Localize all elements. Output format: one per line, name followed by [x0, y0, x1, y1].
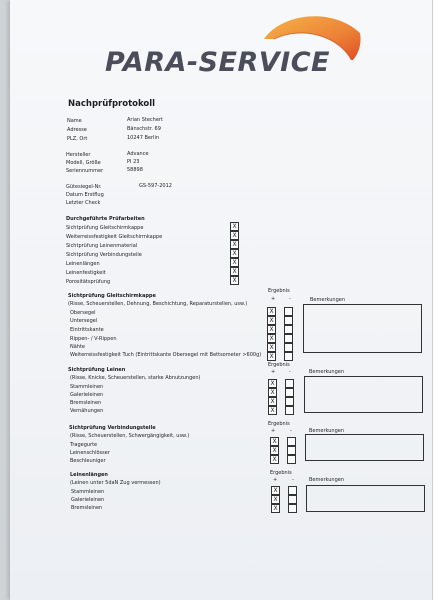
lines-minus-checkbox[interactable] — [285, 379, 294, 388]
canopy-minus-checkbox[interactable] — [284, 352, 293, 361]
line-lengths-plus-checkbox[interactable]: X — [271, 486, 280, 495]
seal-label: Gütesiegel-Nr. — [66, 184, 102, 190]
lines-minus-checkbox[interactable] — [285, 406, 294, 415]
serial-label: Seriennummer — [66, 168, 104, 174]
canopy-plus-checkbox[interactable]: X — [267, 334, 276, 343]
performed-item: Porositätsprüfung — [66, 279, 111, 285]
performed-item: Sichtprüfung Leinenmaterial — [66, 243, 138, 249]
connectors-remarks-label: Bemerkungen — [309, 428, 345, 434]
line-lengths-title: Leinenlängen — [70, 472, 108, 478]
line-lengths-subtitle: (Leinen unter 5daN Zug vermessen) — [70, 480, 161, 486]
canopy-item: Obersegel — [70, 310, 96, 316]
connectors-plus-checkbox[interactable]: X — [270, 455, 279, 464]
line-lengths-remarks-label: Bemerkungen — [309, 477, 345, 483]
performed-checkbox[interactable]: X — [230, 267, 239, 276]
lines-minus-checkbox[interactable] — [285, 388, 294, 397]
lines-result-label: Ergebnis — [268, 362, 290, 368]
lines-title: Sichtprüfung Leinen — [68, 367, 126, 373]
lines-subtitle: (Risse, Knicke, Scheuerstellen, starke Abnutzungen) — [70, 375, 201, 381]
performed-title: Durchgeführte Prüfarbeiten — [66, 216, 145, 222]
canopy-item: Nähte — [70, 344, 86, 350]
canopy-minus-checkbox[interactable] — [284, 343, 293, 352]
canopy-plus-label: + — [271, 296, 276, 302]
connectors-minus-label: - — [290, 428, 292, 434]
lines-remarks-box[interactable] — [304, 376, 423, 413]
lines-plus-checkbox[interactable]: X — [268, 406, 277, 415]
lines-minus-label: - — [289, 369, 291, 375]
connectors-remarks-box[interactable] — [305, 434, 424, 461]
performed-checkbox[interactable]: X — [230, 222, 239, 231]
lines-plus-checkbox[interactable]: X — [268, 379, 277, 388]
connectors-result-label: Ergebnis — [268, 421, 290, 427]
line-lengths-result-label: Ergebnis — [270, 470, 292, 476]
canopy-item: Untersegel — [70, 318, 98, 324]
performed-checkbox[interactable]: X — [230, 231, 239, 240]
lines-item: Bremsleinen — [70, 400, 102, 406]
line-lengths-item: Stammleinen — [71, 489, 105, 495]
model-label: Modell, Größe — [66, 160, 101, 166]
line-lengths-minus-checkbox[interactable] — [288, 486, 297, 495]
canopy-minus-label: - — [289, 296, 291, 302]
performed-item: Leinenlängen — [66, 261, 100, 267]
lines-plus-checkbox[interactable]: X — [268, 397, 277, 406]
canopy-plus-checkbox[interactable]: X — [267, 343, 276, 352]
performed-checkbox[interactable]: X — [230, 258, 239, 267]
line-lengths-plus-checkbox[interactable]: X — [271, 504, 280, 513]
performed-item: Sichtprüfung Verbindungsteile — [66, 252, 142, 258]
connectors-minus-checkbox[interactable] — [287, 455, 296, 464]
city-value: 10247 Berlin — [127, 135, 160, 141]
canopy-remarks-label: Bemerkungen — [310, 297, 346, 303]
performed-checkbox[interactable]: X — [230, 276, 239, 285]
connectors-plus-checkbox[interactable]: X — [270, 437, 279, 446]
serial-value: 58898 — [127, 167, 143, 173]
first-flight-label: Datum Erstflug — [66, 192, 104, 198]
name-value: Arian Stechert — [127, 117, 163, 123]
canopy-remarks-box[interactable] — [303, 304, 422, 353]
performed-item: Leinenfestigkeit — [66, 270, 106, 276]
canopy-item: Weiterreissfestigkeit Tuch (Eintrittskante Obersegel mit Bettsometer >600g) — [70, 352, 262, 358]
performed-checkbox[interactable]: X — [230, 240, 239, 249]
maker-label: Hersteller — [66, 152, 91, 158]
canopy-plus-checkbox[interactable]: X — [267, 352, 276, 361]
line-lengths-minus-checkbox[interactable] — [288, 504, 297, 513]
address-value: Bänschstr. 69 — [127, 126, 161, 132]
protocol-sheet — [10, 0, 432, 600]
line-lengths-minus-checkbox[interactable] — [288, 495, 297, 504]
logo-text: PARA-SERVICE — [105, 47, 330, 78]
connectors-title: Sichtprüfung Verbindungsteile — [69, 425, 156, 431]
maker-value: Advance — [127, 151, 149, 157]
line-lengths-item: Bremsleinen — [71, 505, 103, 511]
line-lengths-plus-checkbox[interactable]: X — [271, 495, 280, 504]
canopy-item: Rippen- / V-Rippen — [70, 336, 117, 342]
lines-plus-checkbox[interactable]: X — [268, 388, 277, 397]
canopy-result-label: Ergebnis — [268, 288, 290, 294]
name-label: Name — [67, 118, 82, 124]
connectors-minus-checkbox[interactable] — [287, 437, 296, 446]
connectors-item: Leinenschlösser — [70, 450, 110, 456]
line-lengths-remarks-box[interactable] — [306, 485, 425, 512]
canopy-minus-checkbox[interactable] — [284, 316, 293, 325]
canopy-minus-checkbox[interactable] — [284, 307, 293, 316]
city-label: PLZ, Ort — [67, 136, 88, 142]
canopy-minus-checkbox[interactable] — [284, 325, 293, 334]
performed-item: Sichtprüfung Gleitschirmkappe — [66, 225, 144, 231]
lines-minus-checkbox[interactable] — [285, 397, 294, 406]
page-title: Nachprüfprotokoll — [68, 99, 156, 109]
last-check-label: Letzter Check — [66, 200, 101, 206]
lines-plus-label: + — [271, 369, 276, 375]
lines-item: Stammleinen — [70, 384, 104, 390]
canopy-item: Eintrittskante — [70, 327, 104, 333]
canopy-subtitle: (Risse, Scheuerstellen, Dehnung, Beschichtung, Reparaturstellen, usw.) — [68, 301, 248, 307]
connectors-subtitle: (Risse, Scheuerstellen, Schwergängigkeit, usw.) — [70, 433, 190, 439]
connectors-item: Tragegurte — [70, 442, 98, 448]
canopy-plus-checkbox[interactable]: X — [267, 316, 276, 325]
canopy-plus-checkbox[interactable]: X — [267, 307, 276, 316]
lines-item: Vernähungen — [70, 408, 104, 414]
connectors-plus-checkbox[interactable]: X — [270, 446, 279, 455]
connectors-plus-label: + — [271, 428, 276, 434]
line-lengths-minus-label: - — [292, 477, 294, 483]
connectors-minus-checkbox[interactable] — [287, 446, 296, 455]
lines-remarks-label: Bemerkungen — [309, 369, 345, 375]
line-lengths-item: Galerieleinen — [71, 497, 105, 503]
canopy-minus-checkbox[interactable] — [284, 334, 293, 343]
model-value: PI 23 — [127, 159, 140, 165]
seal-value: GS-597-2012 — [139, 183, 172, 189]
performed-item: Weiterreissfestigkeit Gleitschirmkappe — [66, 234, 163, 240]
address-label: Adresse — [67, 127, 87, 133]
lines-item: Galerieleinen — [70, 392, 104, 398]
connectors-item: Beschleuniger — [70, 458, 106, 464]
performed-checkbox[interactable]: X — [230, 249, 239, 258]
canopy-title: Sichtprüfung Gleitschirmkappe — [68, 293, 156, 299]
canopy-plus-checkbox[interactable]: X — [267, 325, 276, 334]
line-lengths-plus-label: + — [273, 477, 278, 483]
